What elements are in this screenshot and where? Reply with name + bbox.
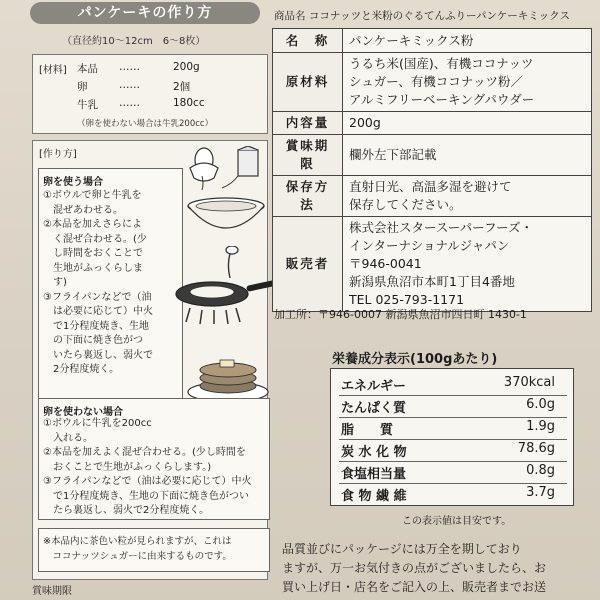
step-line: ①ボウルで卵と牛乳を <box>43 190 142 201</box>
product-panel <box>272 0 600 600</box>
spec-key: 賞味期限 <box>273 135 343 176</box>
ingredient-name: 牛乳 <box>77 99 98 111</box>
frying-pan-icon <box>172 246 276 328</box>
row-divider <box>339 461 567 462</box>
ingredient-dots: …… <box>119 61 140 73</box>
spec-key: 原材料 <box>273 53 343 112</box>
nutrient-value: 3.7g <box>526 485 555 500</box>
spec-row <box>273 176 592 217</box>
step-line: は必要に応じて）中火 <box>43 306 153 317</box>
spec-row <box>273 53 592 112</box>
row-divider <box>339 395 567 396</box>
nutrient-name: たんぱく質 <box>341 401 407 416</box>
ingredient-dots: …… <box>119 97 140 109</box>
step-line: おくことで生地がふっくらします。) <box>43 461 212 473</box>
note-line: ココナッツシュガーに由来するものです。 <box>43 550 232 562</box>
nutrition-row <box>341 463 567 482</box>
nutrient-value: 78.6g <box>517 441 555 456</box>
without-egg-box <box>38 398 270 520</box>
recipe-panel <box>22 0 268 600</box>
with-egg-box <box>38 168 183 402</box>
step-line: ③フライパンなどで（油は必要に応じて）中火 <box>43 476 252 487</box>
step-line: 生地がふっくらしま <box>43 262 143 274</box>
spec-value: 株式会社スタースーパーフーズ・ インターナショナルジャパン 〒946-0041 新潟県魚沼市本町1丁目4番地 TEL 025-793-1171 <box>343 217 592 312</box>
step-line: く混ぜ合わせる。(少 <box>43 233 147 245</box>
nutrient-name: 食塩相当量 <box>341 467 407 482</box>
nutrient-name: エネルギー <box>341 379 407 394</box>
step-line: の下面に焼き色がつ <box>43 335 143 346</box>
nutrition-row <box>341 441 567 460</box>
coconut-sugar-note <box>38 528 270 572</box>
ingredients-box <box>32 54 268 134</box>
quality-line: 品質並びにパッケージには万全を期しており <box>282 542 522 556</box>
nutrient-value: 0.8g <box>526 463 555 478</box>
step-line: で1分程度焼き、生地 <box>43 320 149 332</box>
nutrition-row <box>341 397 567 416</box>
step-line: 混ぜあわせる。 <box>43 204 123 216</box>
pancake-stack-icon <box>186 348 270 404</box>
ingredients-heading: [材料] <box>39 65 67 76</box>
step-line: ③フライパンなどで（油 <box>43 291 152 303</box>
spec-value: 直射日光、高温多湿を避けて 保存してください。 <box>343 176 592 217</box>
ingredient-dots: …… <box>119 79 140 91</box>
nutrition-title: 栄養成分表示(100gあたり) <box>332 352 498 367</box>
spec-key: 内容量 <box>273 112 343 135</box>
ingredient-name: 卵 <box>77 81 88 93</box>
spec-key: 販売者 <box>273 217 343 312</box>
spec-row <box>273 135 592 176</box>
step-line: ②本品を加えさらによ <box>43 219 142 230</box>
method-heading: [作り方] <box>39 149 77 160</box>
nutrient-name: 食 物 繊 維 <box>341 489 407 504</box>
product-name: 商品名 ココナッツと米粉のぐるてんふりーパンケーキミックス <box>274 10 570 22</box>
step-line: たら裏返し、弱火で2分程度焼く。 <box>43 505 210 516</box>
processing-plant-address: 加工所：〒946-0007 新潟県魚沼市四日町 1430-1 <box>274 308 527 321</box>
step-line: 入れる。 <box>43 432 93 444</box>
spec-value: うるち米(国産)、有機ココナッツ シュガー、有機ココナッツ粉／ アルミフリーベーキングパウダー <box>343 53 592 112</box>
step-line: ①ボウルに牛乳を200cc <box>43 418 152 429</box>
row-divider <box>339 417 567 418</box>
spec-row <box>273 112 592 135</box>
nutrient-value: 1.9g <box>526 419 555 434</box>
ingredient-amount: 2個 <box>173 81 191 93</box>
step-line: 2分程度焼く。 <box>43 364 120 375</box>
ingredient-name: 本品 <box>77 63 98 75</box>
recipe-title: パンケーキの作り方 <box>30 2 260 24</box>
step-line: いたら裏返し、弱火で <box>43 349 153 361</box>
step-line: で1分程度焼き、生地の下面に焼き色がつい <box>43 490 249 502</box>
quality-line: ますが、万一お気付きの点がございましたら、お <box>282 561 547 575</box>
note-line: ※本品内に茶色い粒が見られますが、これは <box>43 536 232 547</box>
egg-milk-illustration <box>182 146 268 196</box>
without-egg-title: 卵を使わない場合 <box>43 407 123 418</box>
spec-row <box>273 29 592 53</box>
product-spec-table <box>272 28 592 312</box>
without-egg-steps <box>43 417 251 519</box>
nutrition-table <box>330 368 574 506</box>
nutrition-row <box>341 485 567 504</box>
spec-row <box>273 217 592 312</box>
with-egg-title: 卵を使う場合 <box>43 177 103 188</box>
nutrition-row <box>341 419 567 438</box>
step-line: ②本品を加えよく混ぜ合わせる。(少し時間を <box>43 447 246 458</box>
ingredients-note: （卵を使わない場合は牛乳200cc） <box>77 119 214 129</box>
quality-line: 買い上げ日・店名をご記入の上、販売者までお送 <box>282 580 547 594</box>
recipe-size-note: （直径約10～12cm 6～8枚） <box>62 36 206 47</box>
spec-key: 名 称 <box>273 29 343 53</box>
with-egg-steps <box>43 189 153 378</box>
ingredient-amount: 200g <box>173 61 200 73</box>
quality-notice <box>282 540 594 597</box>
nutrition-estimate-note: この表示値は目安です。 <box>402 516 512 527</box>
step-line: す) <box>43 277 67 288</box>
nutrient-value: 370kcal <box>503 375 555 390</box>
best-before-label: 賞味期限 <box>32 586 72 597</box>
ingredient-amount: 180cc <box>173 97 205 109</box>
nutrition-row <box>341 375 567 394</box>
row-divider <box>339 483 567 484</box>
step-line: し時間をおくことで <box>43 248 143 259</box>
spec-value: 200g <box>343 112 592 135</box>
row-divider <box>339 439 567 440</box>
bowl-icon <box>184 196 268 238</box>
spec-value: パンケーキミックス粉 <box>343 29 592 53</box>
spec-value: 欄外左下部記載 <box>343 135 592 176</box>
nutrient-name: 脂 質 <box>341 423 394 438</box>
nutrient-name: 炭 水 化 物 <box>341 445 407 460</box>
nutrient-value: 6.0g <box>526 397 555 412</box>
spec-key: 保存方法 <box>273 176 343 217</box>
